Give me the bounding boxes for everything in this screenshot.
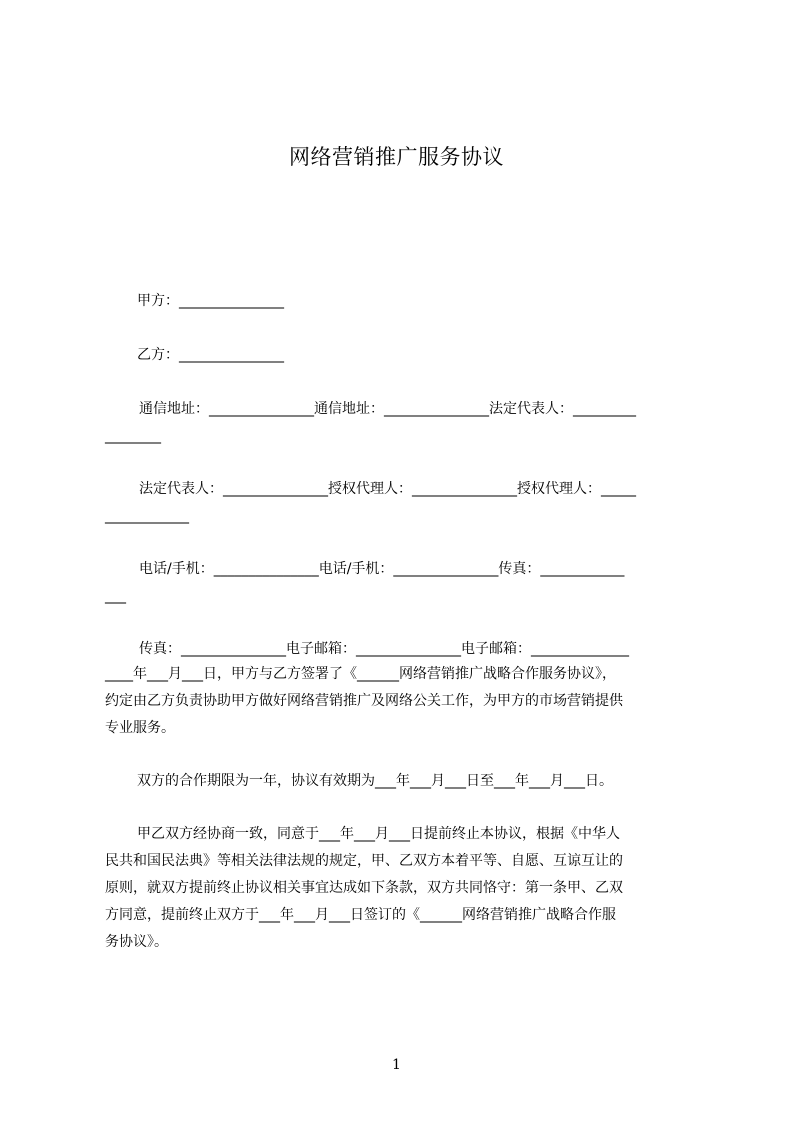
agreement-scope-line-end: 专业服务。 xyxy=(105,720,175,736)
termination-paragraph-line-5: 务协议》。 xyxy=(105,934,168,950)
agreement-scope-line: 约定由乙方负责协助甲方做好网络营销推广及网络公关工作，为甲方的市场营销提供 xyxy=(105,693,623,709)
phone-line: 电话/手机：_______________电话/手机：_______________传真：____________ xyxy=(139,561,625,577)
termination-paragraph-line-3: 原则，就双方提前终止协议相关事宜达成如下条款，双方共同恪守：第一条甲、乙双 xyxy=(105,880,623,896)
representative-line-continued: ____________ xyxy=(105,508,189,524)
agreement-reference-line: ____年___月___日，甲方与乙方签署了《______网络营销推广战略合作服务协议》， xyxy=(105,666,616,682)
termination-paragraph-line-1: 甲乙双方经协商一致，同意于___年___月___日提前终止本协议，根据《中华人 xyxy=(137,826,620,842)
termination-paragraph-line-2: 民共和国民法典》等相关法律法规的规定，甲、乙双方本着平等、自愿、互谅互让的 xyxy=(105,853,623,869)
fax-email-line: 传真：_______________电子邮箱：_______________电子邮箱：______________ xyxy=(139,641,629,657)
party-b-line: 乙方：_______________ xyxy=(137,347,284,363)
party-a-line: 甲方：_______________ xyxy=(137,293,284,309)
address-line-continued: ________ xyxy=(105,428,161,444)
page-number: 1 xyxy=(392,1057,401,1073)
cooperation-term-paragraph: 双方的合作期限为一年，协议有效期为___年___月___日至___年___月___日。 xyxy=(137,773,613,789)
document-title: 网络营销推广服务协议 xyxy=(289,145,504,169)
address-line: 通信地址：_______________通信地址：_______________法定代表人：_________ xyxy=(139,401,636,417)
termination-paragraph-line-4: 方同意，提前终止双方于___年___月___日签订的《______网络营销推广战略合作服 xyxy=(105,907,616,923)
representative-line: 法定代表人：_______________授权代理人：_______________授权代理人：_____ xyxy=(139,481,636,497)
phone-line-continued: ___ xyxy=(105,588,126,604)
